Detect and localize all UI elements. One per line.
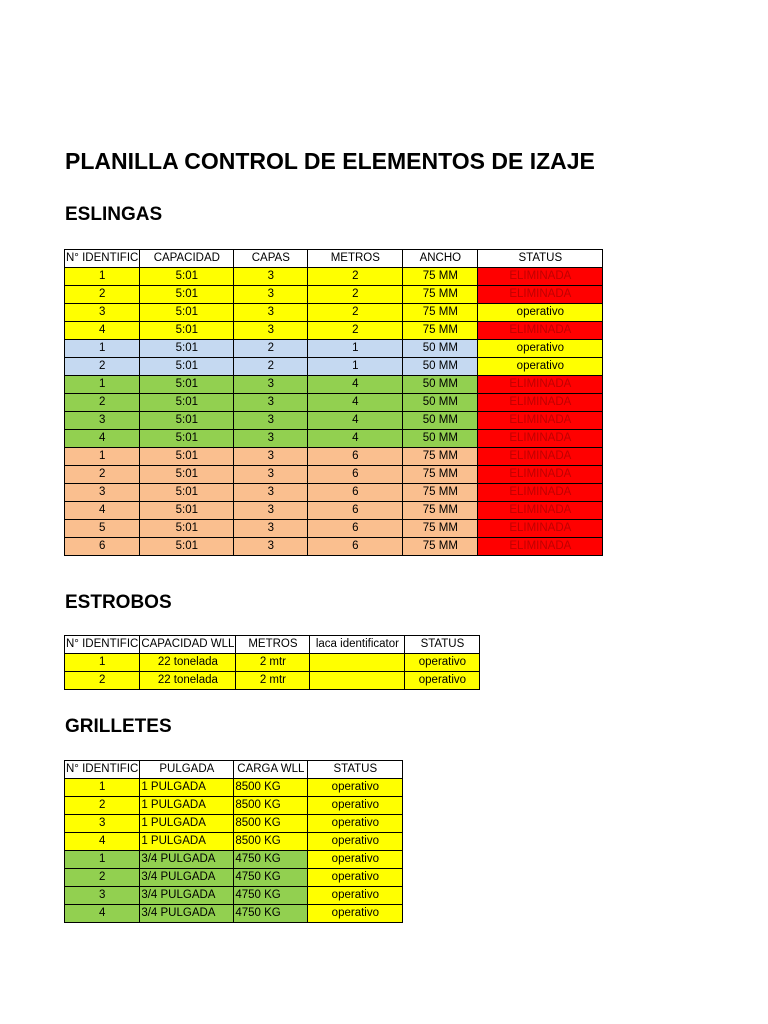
- table-cell: 75 MM: [403, 466, 478, 484]
- column-header: STATUS: [405, 636, 480, 654]
- column-header: N° IDENTIFIC: [65, 250, 140, 268]
- table-cell: 3/4 PULGADA: [140, 851, 234, 869]
- table-header-row: [65, 636, 480, 654]
- table-row: [65, 340, 603, 358]
- table-cell: 75 MM: [403, 484, 478, 502]
- table-cell: 4: [308, 412, 403, 430]
- table-cell: 5: [65, 520, 140, 538]
- table-cell: 2: [65, 466, 140, 484]
- status-cell: ELIMINADA: [478, 502, 603, 520]
- status-cell: operativo: [308, 851, 403, 869]
- table-cell: 2: [308, 268, 403, 286]
- section-heading-estrobos: ESTROBOS: [65, 592, 172, 613]
- table-cell: 4750 KG: [234, 905, 308, 923]
- table-cell: 6: [308, 520, 403, 538]
- table-row: [65, 286, 603, 304]
- column-header: ANCHO: [403, 250, 478, 268]
- status-cell: operativo: [308, 869, 403, 887]
- table-cell: 3: [234, 520, 308, 538]
- table-cell: 22 tonelada: [140, 672, 236, 690]
- table-header-row: [65, 250, 603, 268]
- table-cell: 75 MM: [403, 520, 478, 538]
- table-row: [65, 833, 403, 851]
- status-cell: operativo: [405, 654, 480, 672]
- table-cell: 3: [234, 412, 308, 430]
- table-cell: 2: [308, 322, 403, 340]
- table-cell: 3: [234, 286, 308, 304]
- table-cell: 2 mtr: [236, 654, 310, 672]
- table-cell: 50 MM: [403, 340, 478, 358]
- table-cell: 5:01: [140, 322, 234, 340]
- table-cell: 3: [65, 815, 140, 833]
- status-cell: operativo: [405, 672, 480, 690]
- table-cell: 1: [65, 779, 140, 797]
- table-cell: 3: [65, 887, 140, 905]
- status-cell: operativo: [308, 887, 403, 905]
- table-row: [65, 815, 403, 833]
- table-cell: 5:01: [140, 520, 234, 538]
- table-cell: 75 MM: [403, 304, 478, 322]
- eslingas-table: [64, 249, 603, 556]
- status-cell: ELIMINADA: [478, 448, 603, 466]
- table-cell: 50 MM: [403, 394, 478, 412]
- status-cell: ELIMINADA: [478, 394, 603, 412]
- table-cell: 1 PULGADA: [140, 779, 234, 797]
- table-cell: 1 PULGADA: [140, 833, 234, 851]
- column-header: CARGA WLL: [234, 761, 308, 779]
- status-cell: ELIMINADA: [478, 520, 603, 538]
- table-row: [65, 779, 403, 797]
- table-cell: 8500 KG: [234, 797, 308, 815]
- table-cell: 6: [308, 448, 403, 466]
- status-cell: operativo: [478, 358, 603, 376]
- table-cell: [310, 654, 405, 672]
- table-row: [65, 484, 603, 502]
- table-row: [65, 654, 480, 672]
- table-cell: 3/4 PULGADA: [140, 869, 234, 887]
- table-cell: 3: [234, 430, 308, 448]
- table-cell: 2: [308, 304, 403, 322]
- table-cell: 75 MM: [403, 448, 478, 466]
- table-cell: 3: [234, 322, 308, 340]
- table-cell: 1: [65, 340, 140, 358]
- table-cell: 5:01: [140, 538, 234, 556]
- table-cell: 3: [234, 502, 308, 520]
- table-cell: 4: [308, 376, 403, 394]
- status-cell: operativo: [478, 340, 603, 358]
- table-cell: 3: [234, 466, 308, 484]
- column-header: CAPAS: [234, 250, 308, 268]
- table-cell: 75 MM: [403, 502, 478, 520]
- column-header: CAPACIDAD: [140, 250, 234, 268]
- table-cell: 5:01: [140, 376, 234, 394]
- table-cell: 4: [308, 430, 403, 448]
- table-cell: 2: [308, 286, 403, 304]
- table-cell: 1: [65, 851, 140, 869]
- table-row: [65, 502, 603, 520]
- table-cell: 6: [65, 538, 140, 556]
- table-cell: 75 MM: [403, 286, 478, 304]
- table-cell: 5:01: [140, 430, 234, 448]
- table-cell: 4: [65, 833, 140, 851]
- table-cell: 4: [308, 394, 403, 412]
- status-cell: operativo: [308, 905, 403, 923]
- table-cell: 1 PULGADA: [140, 797, 234, 815]
- table-cell: 75 MM: [403, 538, 478, 556]
- estrobos-table: [64, 635, 480, 690]
- status-cell: ELIMINADA: [478, 412, 603, 430]
- status-cell: ELIMINADA: [478, 268, 603, 286]
- table-cell: 3: [234, 376, 308, 394]
- table-cell: 5:01: [140, 448, 234, 466]
- column-header: METROS: [308, 250, 403, 268]
- table-cell: [310, 672, 405, 690]
- table-cell: 2: [65, 869, 140, 887]
- table-cell: 6: [308, 502, 403, 520]
- table-cell: 5:01: [140, 358, 234, 376]
- table-cell: 2: [234, 358, 308, 376]
- section-heading-eslingas: ESLINGAS: [65, 204, 163, 225]
- table-row: [65, 358, 603, 376]
- column-header: METROS: [236, 636, 310, 654]
- table-cell: 4: [65, 502, 140, 520]
- table-cell: 3: [234, 484, 308, 502]
- table-cell: 2 mtr: [236, 672, 310, 690]
- table-cell: 3/4 PULGADA: [140, 905, 234, 923]
- table-cell: 3: [65, 412, 140, 430]
- table-row: [65, 304, 603, 322]
- table-row: [65, 322, 603, 340]
- table-cell: 50 MM: [403, 430, 478, 448]
- column-header: N° IDENTIFIC: [65, 761, 140, 779]
- table-cell: 4: [65, 905, 140, 923]
- table-cell: 3: [234, 268, 308, 286]
- table-row: [65, 394, 603, 412]
- table-cell: 8500 KG: [234, 779, 308, 797]
- table-cell: 6: [308, 484, 403, 502]
- table-cell: 5:01: [140, 502, 234, 520]
- table-cell: 3/4 PULGADA: [140, 887, 234, 905]
- table-cell: 2: [65, 394, 140, 412]
- table-cell: 2: [65, 672, 140, 690]
- table-cell: 1: [65, 448, 140, 466]
- table-cell: 50 MM: [403, 358, 478, 376]
- table-cell: 5:01: [140, 412, 234, 430]
- table-cell: 75 MM: [403, 268, 478, 286]
- table-row: [65, 672, 480, 690]
- status-cell: ELIMINADA: [478, 466, 603, 484]
- table-row: [65, 412, 603, 430]
- status-cell: ELIMINADA: [478, 286, 603, 304]
- table-cell: 5:01: [140, 484, 234, 502]
- table-row: [65, 851, 403, 869]
- column-header: PULGADA: [140, 761, 234, 779]
- column-header: laca identificator: [310, 636, 405, 654]
- grilletes-table: [64, 760, 403, 923]
- table-row: [65, 376, 603, 394]
- table-row: [65, 448, 603, 466]
- status-cell: ELIMINADA: [478, 430, 603, 448]
- table-cell: 4750 KG: [234, 887, 308, 905]
- table-cell: 3: [234, 448, 308, 466]
- table-cell: 5:01: [140, 340, 234, 358]
- table-cell: 6: [308, 466, 403, 484]
- status-cell: operativo: [308, 833, 403, 851]
- table-cell: 2: [65, 797, 140, 815]
- status-cell: ELIMINADA: [478, 538, 603, 556]
- table-cell: 5:01: [140, 286, 234, 304]
- table-row: [65, 905, 403, 923]
- table-cell: 8500 KG: [234, 815, 308, 833]
- table-cell: 5:01: [140, 466, 234, 484]
- table-header-row: [65, 761, 403, 779]
- table-cell: 4750 KG: [234, 851, 308, 869]
- table-row: [65, 797, 403, 815]
- table-cell: 5:01: [140, 304, 234, 322]
- table-cell: 1: [65, 376, 140, 394]
- column-header: CAPACIDAD WLL: [140, 636, 236, 654]
- table-cell: 50 MM: [403, 376, 478, 394]
- status-cell: ELIMINADA: [478, 376, 603, 394]
- table-cell: 2: [65, 358, 140, 376]
- table-cell: 1: [65, 268, 140, 286]
- status-cell: operativo: [308, 797, 403, 815]
- status-cell: operativo: [308, 779, 403, 797]
- table-cell: 8500 KG: [234, 833, 308, 851]
- table-cell: 6: [308, 538, 403, 556]
- table-row: [65, 430, 603, 448]
- table-cell: 75 MM: [403, 322, 478, 340]
- table-cell: 1: [308, 340, 403, 358]
- table-cell: 3: [65, 484, 140, 502]
- table-cell: 22 tonelada: [140, 654, 236, 672]
- table-cell: 5:01: [140, 394, 234, 412]
- table-row: [65, 887, 403, 905]
- table-cell: 1: [308, 358, 403, 376]
- table-row: [65, 466, 603, 484]
- page-title: PLANILLA CONTROL DE ELEMENTOS DE IZAJE: [65, 148, 595, 174]
- table-cell: 2: [65, 286, 140, 304]
- table-cell: 1 PULGADA: [140, 815, 234, 833]
- table-cell: 5:01: [140, 268, 234, 286]
- table-cell: 4: [65, 430, 140, 448]
- column-header: N° IDENTIFIC: [65, 636, 140, 654]
- table-cell: 2: [234, 340, 308, 358]
- table-cell: 3: [234, 394, 308, 412]
- section-heading-grilletes: GRILLETES: [65, 716, 172, 737]
- column-header: STATUS: [478, 250, 603, 268]
- table-cell: 3: [234, 538, 308, 556]
- table-row: [65, 268, 603, 286]
- status-cell: ELIMINADA: [478, 484, 603, 502]
- table-cell: 3: [65, 304, 140, 322]
- table-cell: 4: [65, 322, 140, 340]
- table-row: [65, 520, 603, 538]
- status-cell: operativo: [308, 815, 403, 833]
- status-cell: operativo: [478, 304, 603, 322]
- table-cell: 50 MM: [403, 412, 478, 430]
- status-cell: ELIMINADA: [478, 322, 603, 340]
- table-row: [65, 538, 603, 556]
- table-row: [65, 869, 403, 887]
- column-header: STATUS: [308, 761, 403, 779]
- table-cell: 3: [234, 304, 308, 322]
- table-cell: 4750 KG: [234, 869, 308, 887]
- table-cell: 1: [65, 654, 140, 672]
